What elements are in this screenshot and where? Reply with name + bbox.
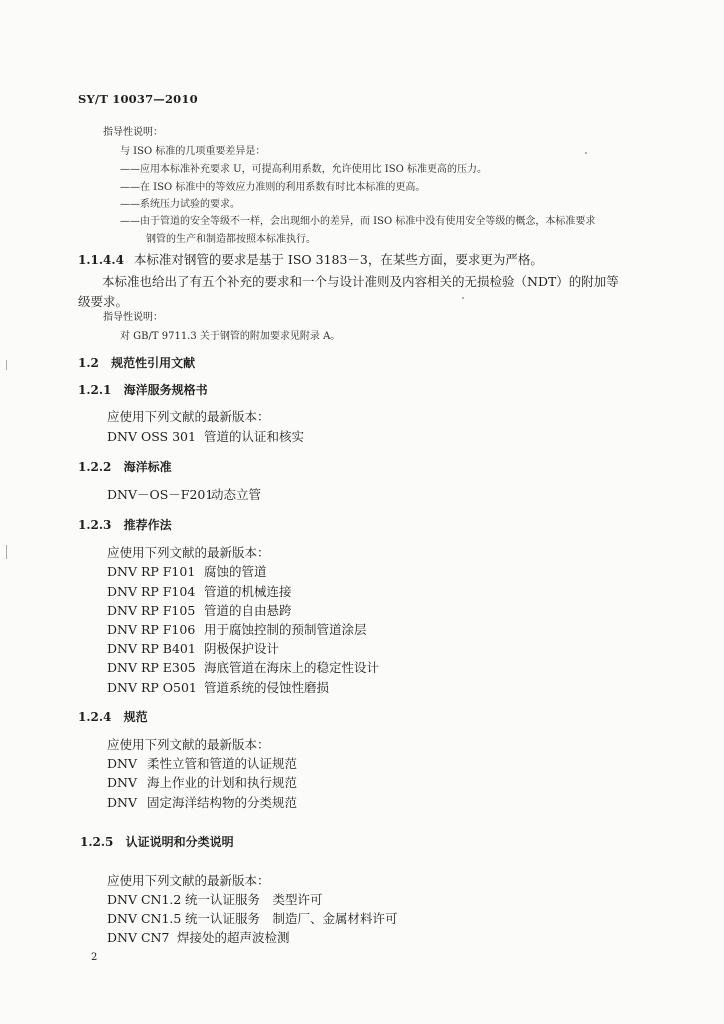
reference-code: DNV RP E305 bbox=[107, 660, 196, 675]
clause-paragraph-line: 级要求。 bbox=[78, 294, 129, 309]
reference-title: 管道系统的侵蚀性磨损 bbox=[204, 680, 330, 695]
reference-code: DNV CN7 bbox=[107, 930, 170, 945]
page-number: 2 bbox=[91, 952, 98, 963]
clause-paragraph-line: 本标准也给出了有五个补充的要求和一个与设计准则及内容相关的无损检验（NDT）的附加等 bbox=[102, 274, 619, 289]
reference-code: DNV RP F106 bbox=[107, 622, 196, 637]
reference-title: 海上作业的计划和执行规范 bbox=[147, 775, 298, 790]
section-number: 1.2.2 bbox=[78, 460, 112, 474]
reference-title: 腐蚀的管道 bbox=[204, 564, 267, 579]
section-intro: 应使用下列文献的最新版本： bbox=[107, 545, 270, 560]
section-title: 海洋标准 bbox=[123, 460, 172, 474]
guide-note-label: 指导性说明： bbox=[103, 127, 163, 138]
clause-1-1-4-4 bbox=[78, 254, 543, 267]
reference-code: DNV－OS－F201 bbox=[107, 487, 214, 502]
scan-speck bbox=[585, 152, 587, 154]
reference-item bbox=[107, 431, 304, 444]
section-intro: 应使用下列文献的最新版本： bbox=[107, 409, 270, 424]
guide-note-line: ——应用本标准补充要求 U，可提高利用系数，允许使用比 ISO 标准更高的压力。 bbox=[120, 164, 487, 175]
reference-item bbox=[107, 662, 379, 675]
reference-item bbox=[107, 489, 261, 502]
scan-edge-mark bbox=[6, 360, 7, 370]
section-heading-1-2-5 bbox=[80, 836, 234, 848]
reference-code: DNV RP F101 bbox=[107, 564, 196, 579]
reference-title: 海底管道在海床上的稳定性设计 bbox=[204, 660, 380, 675]
section-title: 海洋服务规格书 bbox=[123, 383, 208, 397]
section-heading-1-2-4 bbox=[78, 711, 148, 723]
reference-title: 统一认证服务 制造厂、金属材料许可 bbox=[185, 911, 398, 926]
reference-title: 用于腐蚀控制的预制管道涂层 bbox=[204, 622, 367, 637]
reference-title: 管道的机械连接 bbox=[204, 584, 292, 599]
section-heading-1-2-3 bbox=[78, 519, 172, 531]
section-number: 1.2.3 bbox=[78, 518, 112, 532]
reference-code: DNV RP B401 bbox=[107, 641, 196, 656]
clause-text: 本标准对钢管的要求是基于 ISO 3183－3，在某些方面，要求更为严格。 bbox=[133, 252, 543, 267]
scan-speck bbox=[462, 297, 464, 299]
reference-title: 统一认证服务 类型许可 bbox=[185, 892, 323, 907]
guide-note-line: ——由于管道的安全等级不一样，会出现细小的差异，而 ISO 标准中没有使用安全等级的概念，本标准要求 bbox=[120, 216, 596, 227]
reference-title: 管道的认证和核实 bbox=[204, 429, 305, 444]
reference-item bbox=[107, 777, 297, 790]
section-intro: 应使用下列文献的最新版本： bbox=[107, 873, 270, 888]
section-number: 1.2.4 bbox=[78, 710, 112, 724]
reference-item bbox=[107, 566, 267, 579]
section-title: 规范 bbox=[123, 710, 148, 724]
reference-item bbox=[107, 586, 292, 599]
guide-note-line: 钢管的生产和制造都按照本标准执行。 bbox=[146, 234, 316, 245]
reference-code: DNV bbox=[107, 775, 137, 790]
section-intro: 应使用下列文献的最新版本： bbox=[107, 737, 270, 752]
guide-note-line: ——系统压力试验的要求。 bbox=[120, 199, 240, 210]
doc-number-header: SY/T 10037—2010 bbox=[78, 92, 198, 106]
guide-note-line: ——在 ISO 标准中的等效应力准则的利用系数有时比本标准的更高。 bbox=[120, 182, 426, 193]
section-title: 认证说明和分类说明 bbox=[125, 835, 234, 849]
reference-item bbox=[107, 624, 367, 637]
reference-code: DNV RP O501 bbox=[107, 680, 197, 695]
reference-title: 动态立管 bbox=[211, 487, 262, 502]
section-title: 规范性引用文献 bbox=[111, 356, 196, 370]
reference-code: DNV RP F104 bbox=[107, 584, 196, 599]
reference-item bbox=[107, 913, 398, 926]
reference-title: 阴极保护设计 bbox=[204, 641, 280, 656]
section-number: 1.2 bbox=[78, 356, 99, 370]
section-number: 1.2.1 bbox=[78, 383, 112, 397]
clause-number: 1.1.4.4 bbox=[78, 253, 124, 267]
section-heading-1-2 bbox=[78, 357, 195, 369]
reference-title: 管道的自由悬跨 bbox=[204, 603, 292, 618]
scan-edge-mark bbox=[6, 545, 7, 559]
guide-note-line: 对 GB/T 9711.3 关于钢管的附加要求见附录 A。 bbox=[120, 331, 341, 342]
reference-code: DNV CN1.2 bbox=[107, 892, 182, 907]
reference-item bbox=[107, 682, 329, 695]
section-heading-1-2-2 bbox=[78, 461, 172, 473]
reference-title: 焊接处的超声波检测 bbox=[177, 930, 290, 945]
reference-code: DNV bbox=[107, 795, 137, 810]
reference-item bbox=[107, 605, 292, 618]
section-heading-1-2-1 bbox=[78, 384, 208, 396]
reference-item bbox=[107, 894, 323, 907]
reference-item bbox=[107, 643, 279, 656]
reference-code: DNV CN1.5 bbox=[107, 911, 182, 926]
section-number: 1.2.5 bbox=[80, 835, 114, 849]
reference-title: 柔性立管和管道的认证规范 bbox=[147, 756, 298, 771]
section-title: 推荐作法 bbox=[123, 518, 172, 532]
guide-note-line: 与 ISO 标准的几项重要差异是： bbox=[120, 146, 266, 157]
reference-code: DNV RP F105 bbox=[107, 603, 196, 618]
guide-note-label: 指导性说明： bbox=[103, 312, 163, 323]
reference-code: DNV OSS 301 bbox=[107, 429, 196, 444]
reference-title: 固定海洋结构物的分类规范 bbox=[147, 795, 298, 810]
reference-item bbox=[107, 797, 297, 810]
reference-item bbox=[107, 932, 290, 945]
reference-code: DNV bbox=[107, 756, 137, 771]
reference-item bbox=[107, 758, 297, 771]
